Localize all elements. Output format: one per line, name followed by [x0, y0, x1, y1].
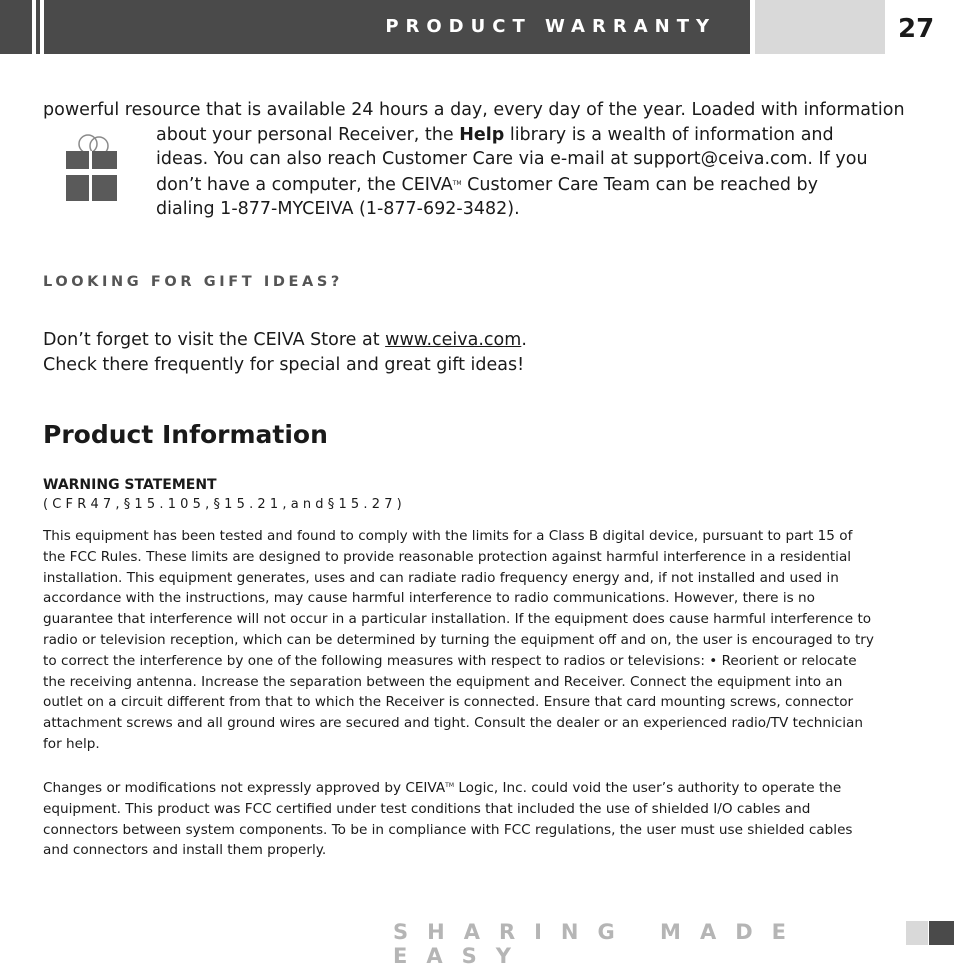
header-strip-mid — [36, 0, 40, 54]
intro-line-1: powerful resource that is available 24 hours a day, every day of the year. Loaded with information — [43, 100, 905, 120]
trademark-mark: TM — [452, 179, 462, 187]
help-library-term: Help — [459, 124, 505, 145]
footer-grey-block — [906, 921, 928, 945]
gift-ideas-heading: LOOKING FOR GIFT IDEAS? — [43, 274, 343, 290]
header-grey-block — [755, 0, 885, 54]
store-text: Don’t forget to visit the CEIVA Store at — [43, 330, 386, 350]
header-title: PRODUCT WARRANTY — [385, 16, 716, 37]
intro-text-b: library is a wealth of information and ideas. You can also reach Customer Care via e-mail at support@ceiva.com. If you don’t have a computer, the CEIVA — [156, 124, 868, 195]
footer-tagline: SHARING MADE EASY — [393, 920, 805, 968]
fcc-paragraph-2 — [43, 776, 875, 861]
fcc-para2-text-a: Changes or modifications not expressly approved by CEIVA — [43, 780, 446, 796]
intro-text-c: Customer Care Team can be reached by dialing 1-877-MYCEIVA (1-877-692-3482). — [156, 174, 818, 220]
gift-box-icon — [66, 133, 118, 201]
intro-rest — [156, 123, 873, 222]
footer-dark-block — [929, 921, 954, 945]
trademark-mark: TM — [445, 782, 455, 789]
fcc-para2-text-b: Logic, Inc. could void the user’s authority to operate the equipment. This product was FCC certified under test conditions that included the use of shielded I/O cables and connectors between system components. To be in compliance with FCC regulations, the user must use shielded cables and connectors and install them properly. — [43, 780, 853, 859]
ceiva-store-link[interactable]: www.ceiva.com — [385, 330, 522, 350]
intro-text-a: about your personal Receiver, the — [156, 124, 460, 145]
header-strip-left — [0, 0, 32, 54]
warning-citation: (CFR47,§15.105,§15.21,and§15.27) — [43, 497, 406, 512]
store-paragraph — [43, 328, 873, 378]
warning-statement-title: WARNING STATEMENT — [43, 477, 217, 493]
store-line-1 — [43, 328, 873, 353]
header-bar — [44, 0, 750, 54]
page-number: 27 — [898, 14, 935, 44]
store-period: . — [521, 330, 527, 350]
product-information-title: Product Information — [43, 420, 328, 449]
fcc-paragraph-1: This equipment has been tested and found to comply with the limits for a Class B digital device, pursuant to part 15 of the FCC Rules. These limits are designed to provide reasonable protection against harmful interference in a residential installation. This equipment generates, uses and can radiate radio frequency energy and, if not installed and used in accordance with the instructions, may cause harmful interference to radio communications. However, there is no guarantee that interference will not occur in a particular installation. If the equipment does cause harmful interference to radio or television reception, which can be determined by turning the equipment off and on, the user is encouraged to try to correct the interference by one of the following measures with respect to radios or televisions: • Reorient or relocate the receiving antenna. Increase the separation between the equipment and Receiver. Connect the equipment into an outlet on a circuit different from that to which the Receiver is connected. Ensure that card mounting screws, connector attachment screws and all ground wires are secured and tight. Consult the dealer or an experienced radio/TV technician for help. — [43, 528, 874, 752]
intro-paragraph — [43, 98, 905, 222]
store-line-2: Check there frequently for special and great gift ideas! — [43, 355, 525, 375]
